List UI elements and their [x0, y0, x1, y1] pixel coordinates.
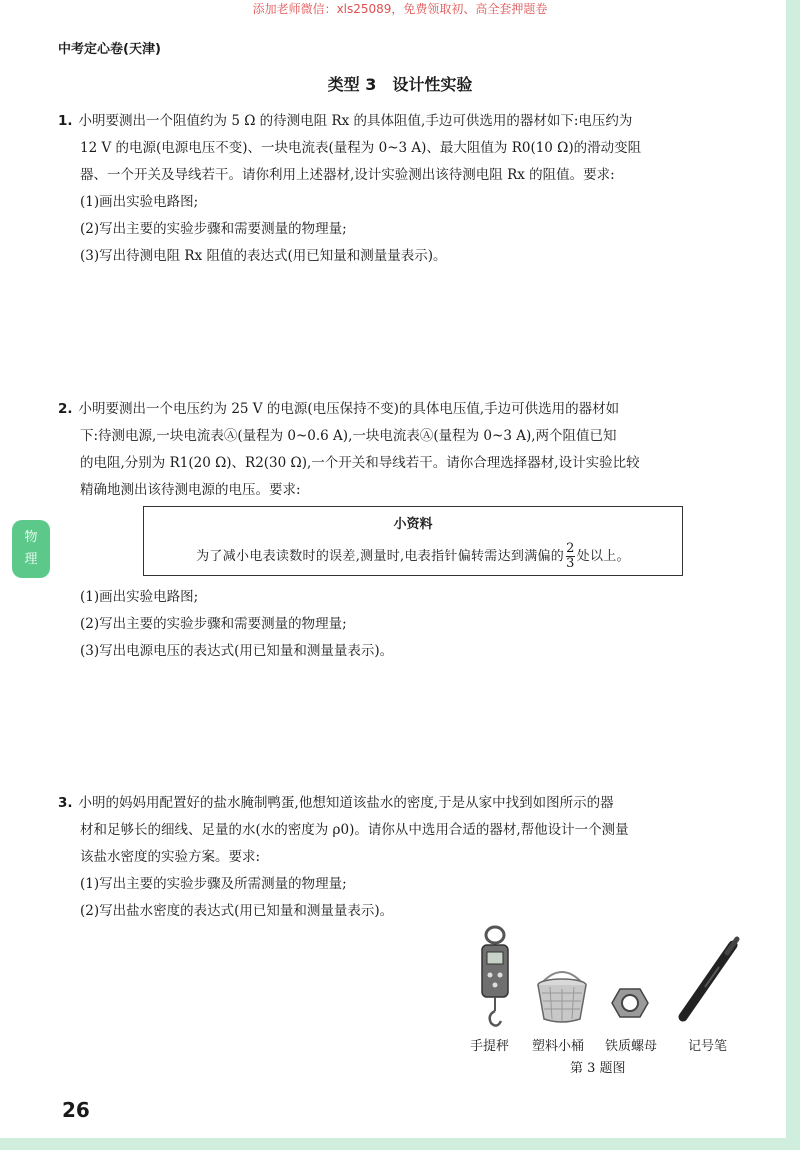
question-3-figure — [460, 925, 760, 1075]
side-tab-char: 理 — [24, 552, 38, 567]
figure-label: 铁质螺母 — [605, 1039, 658, 1054]
question-2-requirements — [58, 584, 758, 665]
question-line — [58, 790, 758, 817]
question-1 — [58, 108, 758, 270]
question-line: 器、一个开关及导线若干。请你利用上述器材,设计实验测出该待测电阻 Rx 的阻值。要求: — [80, 167, 615, 183]
question-line: 12 V 的电源(电源电压不变)、一块电流表(量程为 0~3 A)、最大阻值为 R0(10 Ω)的滑动变阻 — [80, 140, 642, 156]
requirement-item: (1)写出主要的实验步骤及所需测量的物理量; — [80, 876, 347, 892]
info-box — [143, 506, 683, 576]
question-line: 下:待测电源,一块电流表Ⓐ(量程为 0~0.6 A),一块电流表Ⓐ(量程为 0~3 A),两个阻值已知 — [80, 428, 617, 444]
info-text-before: 为了减小电表读数时的误差,测量时,电表指针偏转需达到满偏的 — [196, 549, 565, 564]
question-line: 材和足够长的细线、足量的水(水的密度为 ρ0)。请你从中选用合适的器材,帮他设计一个测量 — [80, 822, 629, 838]
fraction — [566, 542, 575, 571]
info-box-title: 小资料 — [393, 517, 433, 532]
question-text: 小明要测出一个阻值约为 5 Ω 的待测电阻 Rx 的具体阻值,手边可供选用的器材如下:电压约为 — [78, 113, 633, 129]
requirement-item: (2)写出主要的实验步骤和需要测量的物理量; — [80, 221, 347, 237]
figure-caption: 第 3 题图 — [570, 1061, 626, 1076]
requirement-item: (2)写出主要的实验步骤和需要测量的物理量; — [80, 616, 347, 632]
page-border-bottom — [0, 1138, 800, 1150]
info-box-text — [144, 542, 682, 571]
question-line — [58, 396, 758, 423]
marker-pen-icon — [675, 935, 745, 1029]
question-text: 小明要测出一个电压约为 25 V 的电源(电压保持不变)的具体电压值,手边可供选用的器材如 — [78, 401, 620, 417]
figure-label: 手提秤 — [470, 1039, 510, 1054]
question-3 — [58, 790, 758, 925]
fraction-denominator: 3 — [566, 556, 575, 571]
section-title: 类型 3 设计性实验 — [327, 75, 473, 94]
question-line: 精确地测出该待测电源的电压。要求: — [80, 482, 301, 498]
question-text: 小明的妈妈用配置好的盐水腌制鸭蛋,他想知道该盐水的密度,于是从家中找到如图所示的器 — [78, 795, 614, 811]
hand-scale-icon — [470, 925, 520, 1034]
info-text-after: 处以上。 — [576, 549, 630, 564]
subject-side-tab — [12, 520, 50, 578]
running-head: 中考定心卷(天津) — [58, 42, 161, 57]
figure-label: 记号笔 — [688, 1039, 728, 1054]
fraction-numerator: 2 — [566, 541, 575, 556]
plastic-bucket-icon — [532, 963, 592, 1029]
page-number: 26 — [62, 1098, 90, 1122]
requirement-item: (1)画出实验电路图; — [80, 589, 199, 605]
question-number: 1. — [58, 113, 73, 129]
requirement-item: (3)写出待测电阻 Rx 阻值的表达式(用已知量和测量量表示)。 — [80, 248, 447, 264]
requirement-item: (1)画出实验电路图; — [80, 194, 199, 210]
question-line: 该盐水密度的实验方案。要求: — [80, 849, 261, 865]
figure-label: 塑料小桶 — [532, 1039, 585, 1054]
question-number: 2. — [58, 401, 73, 417]
watermark: 添加老师微信：xls25089，免费领取初、高全套押题卷 — [252, 2, 548, 16]
page-border-right — [786, 0, 800, 1150]
question-line — [58, 108, 758, 135]
question-line: 的电阻,分别为 R1(20 Ω)、R2(30 Ω),一个开关和导线若干。请你合理选择器材,设计实验比较 — [80, 455, 640, 471]
requirement-item: (3)写出电源电压的表达式(用已知量和测量量表示)。 — [80, 643, 394, 659]
iron-nut-icon — [610, 985, 650, 1025]
question-number: 3. — [58, 795, 73, 811]
requirement-item: (2)写出盐水密度的表达式(用已知量和测量量表示)。 — [80, 903, 394, 919]
side-tab-char: 物 — [24, 530, 38, 545]
question-2 — [58, 396, 758, 504]
